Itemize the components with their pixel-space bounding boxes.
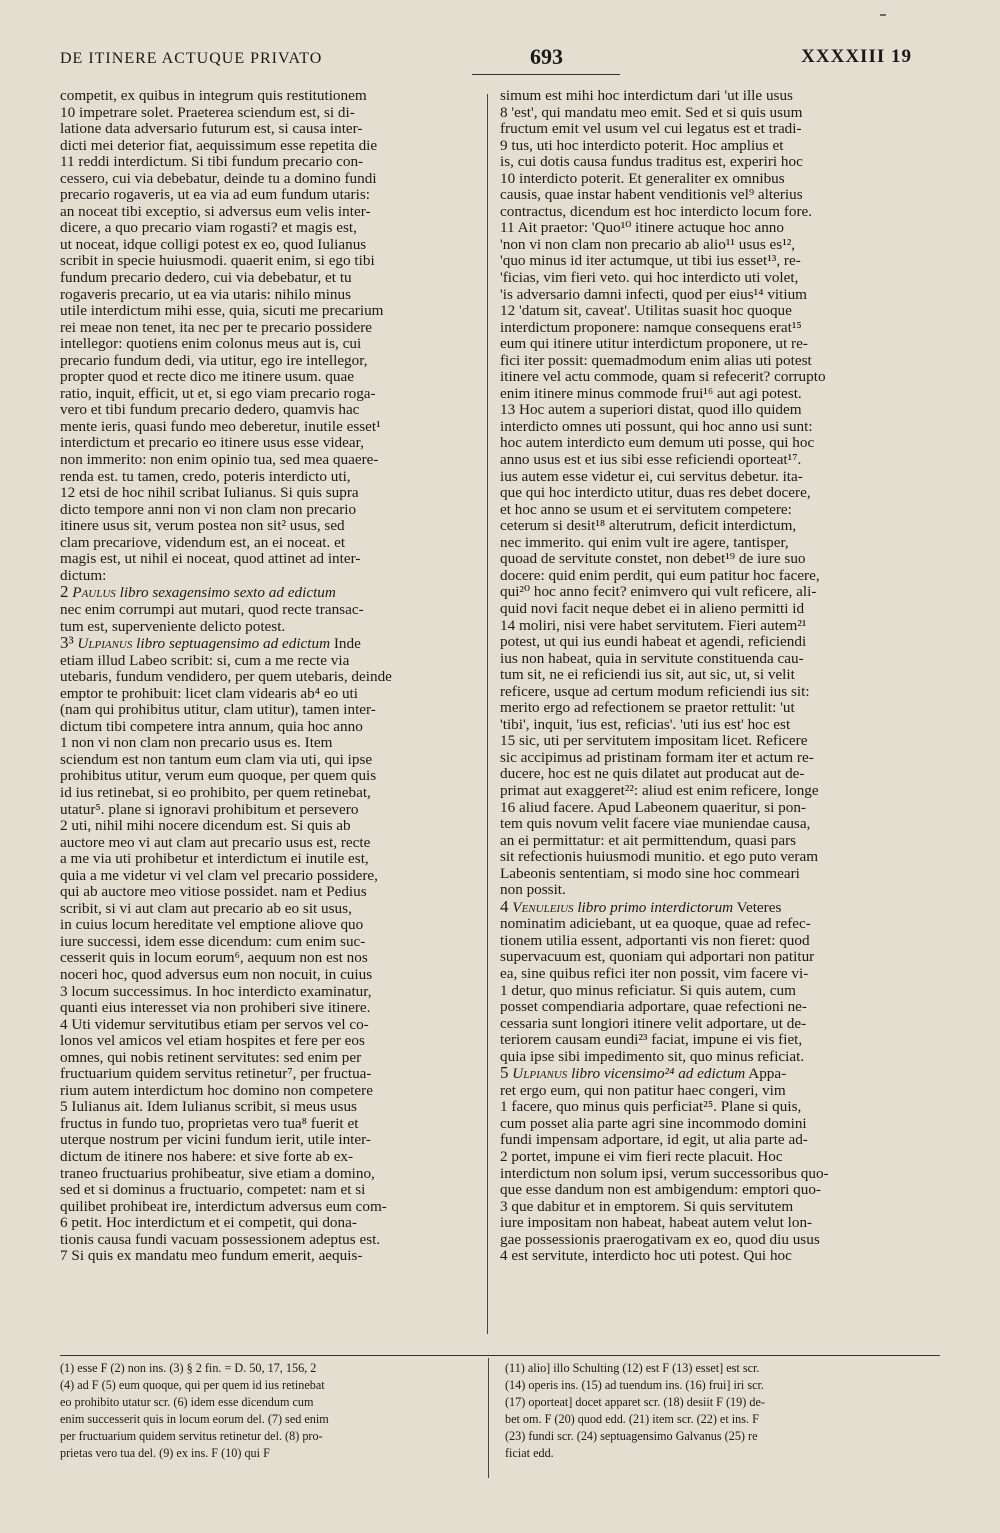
text-line: sciendum est non tantum eum clam via uti, qui ipse (60, 751, 373, 768)
text-line: vero et tibi fundum precario dedero, quamvis hac (60, 402, 360, 419)
text-line: tionis causa fundi vacuam possessionem adeptus est. (60, 1231, 381, 1248)
text-line: hoc autem interdicto eum demum uti posse, qui hoc (500, 435, 815, 452)
text-line: an noceat tibi exceptio, si adversus eum velis inter- (60, 203, 371, 220)
text-line: enim itinere minus commode frui¹⁶ aut agi potest. (500, 385, 802, 402)
text-line: fundum precario dedero, cui via debebatur, et tu (60, 270, 352, 287)
text-line: ret ergo eum, qui non patitur haec congeri, vim (500, 1082, 786, 1099)
text-line: dictum: (60, 567, 107, 584)
text-line: sed et si dominus a fructuario, competet: nam et si (60, 1182, 366, 1199)
text-line: scribit, si vi aut clam aut precario ab eo sit usus, (60, 900, 352, 917)
text-line: 14 moliri, nisi vere habet servitutem. Fieri autem²¹ (500, 617, 807, 634)
text-line: fundi impensam adportare, id egit, ut alia parte ad- (500, 1132, 808, 1149)
text-line: latione data adversario futurum est, si causa inter- (60, 121, 363, 138)
footnote-line: per fructuarium quidem servitus retinetur del. (8) pro- (60, 1429, 323, 1443)
text-line: quid novi facit neque debet ei in alieno permitti id (500, 600, 805, 617)
text-line: in cuius locum hereditate vel emptione aliove quo (60, 917, 364, 934)
text-line: 6 petit. Hoc interdictum et ei competit, qui dona- (60, 1215, 357, 1232)
fragment-text (60, 653, 485, 1265)
fragment-source: libro sexagensimo sexto ad edictum (119, 584, 336, 602)
text-line: interdictum et precario eo itinere usus esse videar, (60, 435, 364, 452)
footnote-divider (488, 1358, 489, 1478)
fragment-heading (60, 635, 485, 653)
text-line: magis est, ut nihil ei noceat, quod attinet ad inter- (60, 551, 361, 568)
text-line: potest, ut qui ius eundi habeat et agendi, reficiendi (500, 634, 807, 651)
fragment-text (500, 1083, 925, 1265)
text-line: etiam illud Labeo scribit: si, cum a me recte via (60, 652, 350, 669)
text-line: dicti mei deterior fiat, aequissimum esse repetita die (60, 137, 378, 154)
text-line: 'quo minus id iter actumque, ut tibi ius esset¹³, re- (500, 253, 801, 270)
text-line: noceri hoc, quod adversus eum non nocuit, in cuius (60, 966, 373, 983)
text-line: reficere, usque ad certum modum reficiendi ius sit: (500, 683, 810, 700)
text-line: tum sit, ne ei reficiendi ius sit, aut sic, ut, si velit (500, 667, 795, 684)
text-line: fici iter possit: quemadmodum enim alias uti potest (500, 352, 812, 369)
section-reference: XXXXIII 19 (801, 46, 912, 67)
text-line: uterque nostrum per vicini fundum ierit, utile inter- (60, 1132, 371, 1149)
fragment-number: 2 (60, 584, 69, 602)
text-line: quanti eius interesset via non prohiberi sive itinere. (60, 1000, 371, 1017)
running-title: DE ITINERE ACTUQUE PRIVATO (60, 50, 323, 67)
fragment-first-word: Inde (333, 635, 361, 653)
footnote-rule (60, 1355, 940, 1356)
text-line: 15 sic, uti per servitutem impositam licet. Reficere (500, 733, 808, 750)
text-line: precario rogaveris, ut ea via ad eum fundum utaris: (60, 187, 370, 204)
text-line: 'tibi', inquit, 'ius est, reficias'. 'uti ius est' hoc est (500, 716, 791, 733)
text-line: teriorem causam eundi²³ faciat, impune ei vis fiet, (500, 1032, 803, 1049)
text-line: 'is adversario damni infecti, quod per eius¹⁴ vitium (500, 286, 807, 303)
text-line: non possit. (500, 882, 566, 899)
text-line: ducere, hoc est ne quis dilatet aut producat aut de- (500, 766, 805, 783)
text-line: docere: quid enim perdit, qui eum patitur hoc facere, (500, 567, 820, 584)
text-line: quilibet prohibeat ire, interdictum adversus eum com- (60, 1198, 387, 1215)
text-line: iure impositam non habeat, habeat autem velut lon- (500, 1215, 813, 1232)
text-line: rei meae non tenet, ita nec per te precario possidere (60, 319, 373, 336)
text-line: interdictum non solum ipsi, verum successoribus quo- (500, 1165, 829, 1182)
right-column-text (500, 88, 925, 899)
text-line: 8 'est', qui mandatu meo emit. Sed et si quis usum (500, 104, 803, 121)
text-line: qui²⁰ hoc anno fecit? enimvero qui vult reficere, ali- (500, 584, 817, 601)
footnote-line: eo prohibito utatur scr. (6) idem esse dicendum cum (60, 1395, 314, 1409)
footnote-line: (4) ad F (5) eum quoque, qui per quem id ius retinebat (60, 1378, 325, 1392)
text-line: tionem utilia essent, adportanti vis non fieret: quod (500, 932, 810, 949)
text-line: ea, sine quibus refici iter non possit, vim facere vi- (500, 965, 809, 982)
text-line: auctore meo vi aut clam aut precario usus est, recte (60, 834, 371, 851)
footnotes-left (60, 1360, 485, 1462)
fragment-number: 4 (500, 898, 509, 916)
text-line: 1 non vi non clam non precario usus es. Item (60, 735, 333, 752)
text-line: interdicto omnes uti possunt, qui hoc anno usi sunt: (500, 418, 813, 435)
text-line: 2 portet, impune ei vim fieri recte placuit. Hoc (500, 1149, 783, 1165)
text-line: fructum emit vel usum vel cui legatus est et tradi- (500, 121, 802, 138)
fragment-number: 3³ (60, 635, 74, 653)
text-line: anno usus est et ius sibi esse reficiendi oporteat¹⁷. (500, 452, 802, 469)
text-line: simum est mihi hoc interdictum dari 'ut ille usus (500, 88, 793, 104)
text-line: utile interdictum mihi esse, quia, sicuti me precarium (60, 303, 384, 320)
text-line: 1 facere, quo minus quis perficiat²⁵. Plane si quis, (500, 1099, 802, 1116)
column-divider (487, 94, 488, 1334)
text-line: rogaveris precario, ut ea via utaris: nihilo minus (60, 286, 352, 303)
text-line: nominatim adiciebant, ut ea quoque, quae ad refec- (500, 916, 811, 933)
footnote-line: (23) fundi scr. (24) septuagensimo Galvanus (25) re (505, 1429, 758, 1443)
text-line: 4 est servitute, interdicto hoc uti potest. Qui hoc (500, 1248, 792, 1265)
fragment-author: Ulpianus (512, 1065, 568, 1083)
text-line: 3 que dabitur et in emptorem. Si quis servitutem (500, 1198, 794, 1215)
fragment-3 (60, 635, 485, 1265)
text-line: gae possessionis praerogativam ex eo, quod diu usus (500, 1231, 820, 1248)
text-line: scribit in specie huiusmodi. quaerit enim, si ego tibi (60, 253, 375, 270)
text-line: intellegor: quotiens enim colonus meus aut is, cui (60, 336, 362, 353)
text-line: tem quis novum velit facere viae muniendae causa, (500, 816, 811, 833)
footnote-line: (1) esse F (2) non ins. (3) § 2 fin. = D. 50, 17, 156, 2 (60, 1361, 317, 1375)
fragment-4 (500, 899, 925, 1065)
text-line: cum posset alia parte agri sine incommodo domini (500, 1115, 807, 1132)
print-mark (880, 14, 886, 16)
text-line: itinere vel actu commode, quam si refecerit? corrupto (500, 369, 826, 386)
text-line: causis, quae instar habent venditionis vel⁹ alterius (500, 187, 803, 204)
text-line: quia ipse sibi impedimento sit, quo minus reficiat. (500, 1048, 805, 1065)
fragment-source: libro septuagensimo ad edictum (136, 635, 331, 653)
text-line: que esse dandum non est ambigendum: emptori quo- (500, 1182, 821, 1199)
text-line: quia a me videtur vi vel clam vel precario possidere, (60, 867, 378, 884)
fragment-author: Venuleius (512, 898, 574, 916)
text-line: contractus, dicendum est hoc interdicto locum fore. (500, 203, 813, 220)
text-line: posset compendiaria adportare, quae refectioni ne- (500, 999, 807, 1016)
text-line: precario fundum dedi, via utitur, ego ire intellegor, (60, 352, 368, 369)
footnote-line: prietas vero tua del. (9) ex ins. F (10) qui F (60, 1446, 270, 1460)
text-line: id ius retinebat, si eo prohibito, per quem retinebat, (60, 784, 371, 801)
fragment-5 (500, 1065, 925, 1265)
right-column (500, 88, 925, 1265)
text-line: ut noceat, idque colligi potest ex eo, quod Iulianus (60, 236, 367, 253)
text-line: (nam qui prohibitus utitur, clam utitur), tamen inter- (60, 702, 376, 719)
text-line: cessero, cui via debebatur, deinde tu a domino fundi (60, 170, 377, 187)
footnote-line: (17) oporteat] docet apparet scr. (18) desiit F (19) de- (505, 1395, 765, 1409)
text-line: ceterum si desit¹⁸ alterutrum, deficit interdictum, (500, 518, 797, 535)
text-line: clam precariove, videndum est, an ei noceat. et (60, 534, 346, 551)
fragment-heading (500, 899, 925, 917)
text-line: interdictum proponere: namque consequens erat¹⁵ (500, 319, 802, 336)
fragment-number: 5 (500, 1065, 509, 1083)
fragment-text (60, 602, 485, 635)
text-line: 16 aliud facere. Apud Labeonem quaeritur, si pon- (500, 799, 806, 816)
text-line: dicto tempore anni non vi non clam non precario (60, 501, 357, 518)
text-line: 12 'datum sit, caveat'. Utilitas suasit hoc quoque (500, 303, 792, 320)
text-line: ratio, inquit, efficit, ut et, si ego viam precario roga- (60, 385, 376, 402)
text-line: fructuarium quidem servitus retinetur⁷, per fructua- (60, 1066, 372, 1083)
fragment-heading (60, 584, 485, 602)
text-line: iure successi, idem esse dicendum: cum enim suc- (60, 933, 366, 950)
text-line: dictum tibi competere intra annum, quia hoc anno (60, 718, 363, 735)
text-line: ius autem esse videtur ei, cui servitus debetur. ita- (500, 468, 803, 485)
text-line: nec immerito. qui enim vult ire agere, tantisper, (500, 534, 789, 551)
footnote-line: bet om. F (20) quod edd. (21) item scr. (22) et ins. F (505, 1412, 759, 1426)
text-line: que qui hoc interdicto utitur, duas res debet docere, (500, 485, 811, 502)
text-line: ius non habeat, quia in servitute constituenda cau- (500, 650, 804, 667)
text-line: utebaris, fundum vendidero, per quem utebaris, deinde (60, 669, 392, 686)
fragment-first-word: Veteres (736, 898, 782, 916)
text-line: 10 impetrare solet. Praeterea sciendum est, si di- (60, 104, 355, 121)
fragment-text (500, 916, 925, 1065)
fragment-source: libro vicensimo²⁴ ad edictum (571, 1065, 746, 1083)
left-column-text (60, 88, 485, 584)
text-line: sit refectionis huiusmodi munitio. et ego puto veram (500, 849, 819, 866)
text-line: renda est. tu tamen, credo, poteris interdicto uti, (60, 468, 351, 485)
text-line: 9 tus, uti hoc interdicto poterit. Hoc amplius et (500, 137, 784, 154)
text-line: a me via uti prohibetur et interdictum ei inutile est, (60, 851, 369, 868)
text-line: 1 detur, quo minus reficiatur. Si quis autem, cum (500, 982, 796, 999)
fragment-first-word: Appa- (748, 1065, 787, 1083)
text-line: nec enim corrumpi aut mutari, quod recte transac- (60, 601, 364, 618)
text-line: et hoc anno se usum et ei servitutem competere: (500, 501, 792, 518)
text-line: 'ficias, vim fieri veto. qui hoc interdicto uti volet, (500, 270, 799, 287)
footnote-line: enim successerit quis in locum eorum del. (7) sed enim (60, 1412, 329, 1426)
text-line: sic accipimus ad pristinam formam iter et actum re- (500, 749, 814, 766)
text-line: Labeonis sententiam, si modo sine hoc commeari (500, 865, 800, 882)
text-line: 11 reddi interdictum. Si tibi fundum precario con- (60, 154, 364, 171)
fragment-2 (60, 584, 485, 635)
left-column (60, 88, 485, 1265)
footnotes-right (505, 1360, 930, 1462)
text-line: an ei permittatur: et ait permittendum, quasi pars (500, 832, 797, 849)
fragment-source: libro primo interdictorum (577, 898, 734, 916)
text-line: primat aut exaggeret²²: aliud est enim reficere, longe (500, 782, 819, 799)
page-number: 693 (530, 44, 563, 69)
text-line: quoad de servitute constet, non debet¹⁹ de iure suo (500, 551, 806, 568)
text-line: 4 Uti videmur servitutibus etiam per servos vel co- (60, 1016, 369, 1033)
page-header (60, 44, 912, 84)
text-line: competit, ex quibus in integrum quis restitutionem (60, 88, 367, 104)
footnote-line: (14) operis ins. (15) ad tuendum ins. (16) frui] iri scr. (505, 1378, 764, 1392)
text-line: dictum de itinere nos habere: et sive forte ab ex- (60, 1149, 354, 1165)
text-line: is, cui dotis causa fundus traditus est, experiri hoc (500, 154, 803, 171)
text-line: mente ieris, quasi fundo meo deberetur, inutile esset¹ (60, 418, 381, 435)
text-line: cessaria sunt longiori itinere velit adportare, ut de- (500, 1015, 807, 1032)
text-line: dicere, a quo precario viam rogasti? et magis est, (60, 220, 357, 237)
text-line: eum qui itinere utitur interdictum proponere, ut re- (500, 336, 808, 353)
text-line: tum est, superveniente delicto potest. (60, 618, 286, 635)
text-line: 12 etsi de hoc nihil scribat Iulianus. Si quis supra (60, 485, 359, 502)
text-line: non immerito: non enim opinio tua, sed mea quaere- (60, 452, 379, 469)
text-line: itinere usus sit, verum postea non sit² usus, sed (60, 518, 345, 535)
text-line: merito ergo ad refectionem se praetor rettulit: 'ut (500, 700, 795, 717)
text-line: 10 interdicto poterit. Et generaliter ex omnibus (500, 170, 785, 187)
text-line: 11 Ait praetor: 'Quo¹⁰ itinere actuque hoc anno (500, 220, 784, 237)
text-line: supervacuum est, quoniam qui adportari non patitur (500, 949, 815, 966)
text-line: 7 Si quis ex mandatu meo fundum emerit, aequis- (60, 1248, 363, 1265)
text-line: emptor te prohibuit: licet clam videaris ab⁴ eo uti (60, 685, 358, 702)
footnote-line: ficiat edd. (505, 1446, 554, 1460)
text-line: 'non vi non clam non precario ab alio¹¹ usus es¹², (500, 236, 796, 253)
text-line: qui ab auctore meo vitiose possidet. nam et Pedius (60, 884, 367, 901)
text-line: utatur⁵. plane si ignoravi prohibitum et persevero (60, 801, 359, 818)
fragment-author: Paulus (72, 584, 116, 602)
fragment-heading (500, 1065, 925, 1083)
header-rule (472, 74, 620, 75)
text-line: 13 Hoc autem a superiori distat, quod illo quidem (500, 402, 802, 419)
text-line: 2 uti, nihil mihi nocere dicendum est. Si quis ab (60, 818, 351, 835)
text-line: lonos vel amicos vel etiam hospites et fere per eos (60, 1033, 365, 1050)
text-line: 5 Iulianus ait. Idem Iulianus scribit, si meus usus (60, 1099, 357, 1116)
text-line: traneo fructuarius prohibeatur, sive etiam a domino, (60, 1165, 375, 1182)
text-line: prohibitus utitur, verum eum quoque, per quem quis (60, 768, 377, 785)
footnote-line: (11) alio] illo Schulting (12) est F (13) esset] est scr. (505, 1361, 760, 1375)
text-line: rium autem interdictum hoc domino non competere (60, 1082, 373, 1099)
text-line: cesserit quis in locum eorum⁶, aequum non est nos (60, 950, 368, 967)
text-line: omnes, qui nobis retinent servitutes: sed enim per (60, 1049, 362, 1066)
text-line: fructus in fundo tuo, proprietas vero tua⁸ fuerit et (60, 1115, 359, 1132)
text-line: propter quod et recte dico me itinere usum. quae (60, 369, 354, 386)
fragment-author: Ulpianus (77, 635, 133, 653)
text-line: 3 locum successimus. In hoc interdicto examinatur, (60, 983, 372, 1000)
